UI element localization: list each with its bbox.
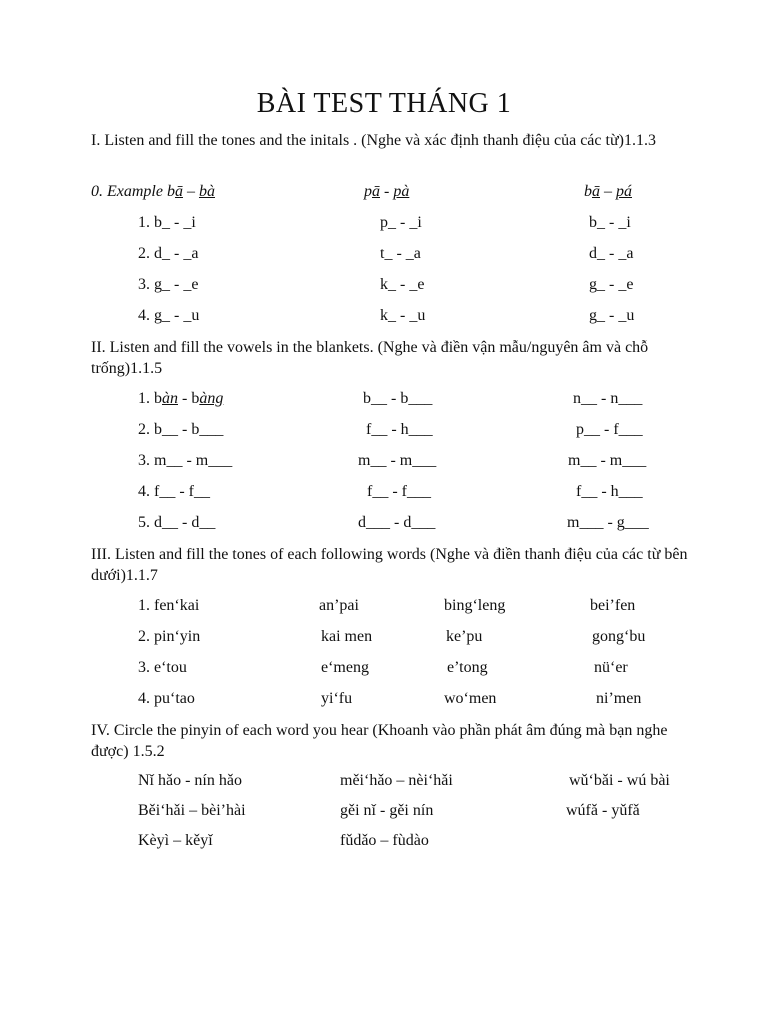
section-2-row	[0, 452, 768, 474]
example-underlined: ā	[592, 183, 600, 200]
exercise-item: b__ - b___	[363, 390, 433, 407]
example-underlined: pà	[393, 183, 410, 200]
item-text: - b	[178, 390, 200, 407]
exercise-item: k_ - _u	[380, 307, 426, 324]
exercise-item: ni’men	[596, 690, 642, 707]
example-label: 0. Example b	[91, 183, 175, 200]
exercise-item: 2. pin‘yin	[138, 628, 201, 645]
section-3-row	[0, 597, 768, 619]
exercise-item: 5. d__ - d__	[138, 514, 216, 531]
example-cell-1	[91, 183, 215, 201]
pinyin-option: gěi nǐ - gěi nín	[340, 802, 434, 819]
example-cell-2	[364, 183, 409, 201]
exercise-item: d___ - d___	[358, 514, 436, 531]
example-dash: –	[600, 183, 616, 200]
exercise-item: n__ - n___	[573, 390, 643, 407]
exercise-item: wo‘men	[444, 690, 497, 707]
section-2-row	[0, 514, 768, 536]
item-underlined: àn	[162, 390, 178, 407]
pinyin-option: Kèyì – kěyǐ	[138, 832, 213, 849]
section-1-example-row	[0, 183, 768, 205]
exercise-item: k_ - _e	[380, 276, 425, 293]
exercise-item: m___ - g___	[567, 514, 649, 531]
section-1-row	[0, 214, 768, 236]
section-2-heading: II. Listen and fill the vowels in the blankets. (Nghe và điền vận mẫu/nguyên âm và chỗ trống)1.1.5	[91, 339, 649, 377]
exercise-item: b_ - _i	[589, 214, 631, 231]
pinyin-option: wúfǎ - yǔfǎ	[566, 802, 640, 819]
exercise-item: p__ - f___	[576, 421, 643, 438]
exercise-item: nü‘er	[594, 659, 628, 676]
exercise-item: f__ - h___	[576, 483, 643, 500]
exercise-item: d_ - _a	[589, 245, 634, 262]
exercise-item: 4. f__ - f__	[138, 483, 210, 500]
item-underlined: àng	[199, 390, 224, 407]
pinyin-option: Běi‘hǎi – bèi’hài	[138, 802, 246, 819]
section-1-row	[0, 245, 768, 267]
exercise-item: bei’fen	[590, 597, 636, 614]
exercise-item: g_ - _u	[589, 307, 635, 324]
section-4-heading: IV. Circle the pinyin of each word you hear (Khoanh vào phần phát âm đúng mà bạn nghe được) 1.5.2	[91, 722, 668, 760]
exercise-item: ke’pu	[446, 628, 483, 645]
example-text: p	[364, 183, 372, 200]
section-1-row	[0, 276, 768, 298]
exercise-item: 4. pu‘tao	[138, 690, 195, 707]
exercise-item: 3. e‘tou	[138, 659, 187, 676]
pinyin-option: měi‘hǎo – nèi‘hǎi	[340, 772, 453, 789]
example-text: b	[584, 183, 592, 200]
pinyin-option: fǔdǎo – fùdào	[340, 832, 429, 849]
exercise-item: gong‘bu	[592, 628, 646, 645]
section-1-row	[0, 307, 768, 329]
exercise-item: f__ - f___	[367, 483, 431, 500]
exercise-item: e’tong	[447, 659, 488, 676]
exercise-item: 3. g_ - _e	[138, 276, 199, 293]
exercise-item: 4. g_ - _u	[138, 307, 200, 324]
exercise-item: g_ - _e	[589, 276, 634, 293]
section-2-row	[0, 483, 768, 505]
section-3-row	[0, 659, 768, 681]
page-title: BÀI TEST THÁNG 1	[256, 88, 512, 119]
exercise-item: m__ - m___	[568, 452, 647, 469]
example-underlined: ā	[372, 183, 380, 200]
example-underlined: pá	[616, 183, 632, 200]
section-4-row	[0, 802, 768, 824]
exercise-item: t_ - _a	[380, 245, 421, 262]
section-2-row	[0, 421, 768, 443]
example-dash: –	[182, 183, 199, 200]
exercise-item: 2. d_ - _a	[138, 245, 199, 262]
section-1-heading: I. Listen and fill the tones and the initals . (Nghe và xác định thanh điệu của các từ)1.1.3	[91, 132, 656, 149]
example-cell-3	[584, 183, 632, 201]
section-4-row	[0, 772, 768, 794]
exercise-item: 2. b__ - b___	[138, 421, 224, 438]
section-3-row	[0, 628, 768, 650]
exercise-item	[138, 390, 223, 408]
exercise-item: f__ - h___	[366, 421, 433, 438]
exercise-item: bing‘leng	[444, 597, 506, 614]
pinyin-option: Nǐ hǎo - nín hǎo	[138, 772, 242, 789]
pinyin-option: wǔ‘bǎi - wú bài	[569, 772, 670, 789]
exercise-item: 1. b_ - _i	[138, 214, 196, 231]
example-dash: -	[380, 183, 394, 200]
section-4-row	[0, 832, 768, 854]
item-text: 1. b	[138, 390, 162, 407]
section-3-row	[0, 690, 768, 712]
exercise-item: 1. fen‘kai	[138, 597, 200, 614]
example-underlined: bà	[198, 183, 215, 200]
section-2-row	[0, 390, 768, 412]
exercise-item: e‘meng	[321, 659, 369, 676]
exercise-item: kai men	[321, 628, 373, 645]
exercise-item: 3. m__ - m___	[138, 452, 233, 469]
exercise-item: yi‘fu	[321, 690, 353, 707]
exercise-item: an’pai	[319, 597, 359, 614]
section-3-heading: III. Listen and fill the tones of each following words (Nghe và điền thanh điệu của các từ bên dưới)1.1.7	[91, 546, 688, 584]
exercise-item: p_ - _i	[380, 214, 422, 231]
example-underlined: ā	[174, 183, 183, 200]
exercise-item: m__ - m___	[358, 452, 437, 469]
